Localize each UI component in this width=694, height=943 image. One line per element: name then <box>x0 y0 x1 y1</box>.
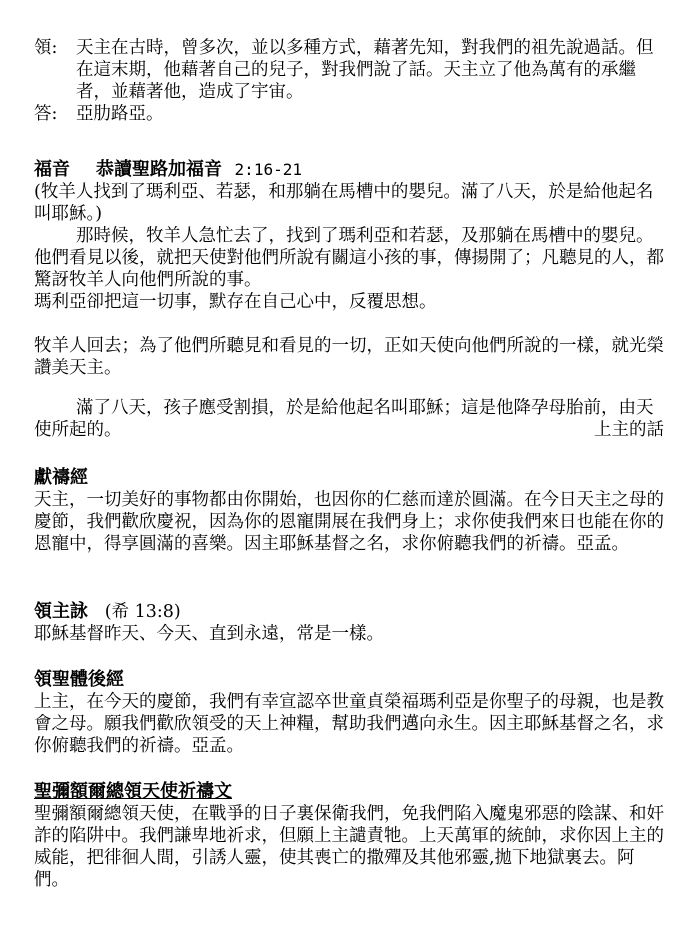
postcommunion-heading: 領聖體後經 <box>34 669 124 690</box>
gospel-label: 福音 <box>34 159 70 180</box>
gospel-continued <box>34 335 664 379</box>
gospel-closing: 上主的話 <box>594 420 664 440</box>
communion-heading-line <box>34 601 664 623</box>
response-verse <box>34 103 664 125</box>
communion-reference: (希 13:8) <box>104 602 181 622</box>
gospel-title: 恭讀聖路加福音 <box>96 159 222 180</box>
leader-verse <box>34 37 664 103</box>
gospel-paragraph-2: 瑪利亞卻把這一切事，默存在自己心中，反覆思想。 <box>34 292 437 312</box>
offertory-text: 天主，一切美好的事物都由你開始，也因你的仁慈而達於圓滿。在今日天主之母的慶節，我們歡欣慶祝，因為你的恩寵開展在我們身上；求你使我們來日也能在你的恩寵中，得享圓滿的喜樂。因主耶穌基督之名，求你俯聽我們的祈禱。亞孟。 <box>34 490 664 554</box>
gospel-summary: (牧羊人找到了瑪利亞、若瑟，和那躺在馬槽中的嬰兒。滿了八天，於是給他起名叫耶穌。) <box>34 182 654 224</box>
offertory-section <box>34 467 664 555</box>
communion-heading: 領主詠 <box>34 601 88 622</box>
gospel-paragraph-1: 那時候，牧羊人急忙去了，找到了瑪利亞和若瑟，及那躺在馬槽中的嬰兒。他們看見以後，就把天使對他們所說有關這小孩的事，傳揚開了；凡聽見的人，都驚訝牧羊人向他們所說的事。 <box>34 226 664 290</box>
gospel-reference: 2:16-21 <box>234 160 302 179</box>
gospel-paragraph-4: 滿了八天，孩子應受割損，於是給他起名叫耶穌；這是他降孕母胎前，由天使所起的。 <box>34 398 654 440</box>
postcommunion-text: 上主，在今天的慶節，我們有幸宣認卒世童貞榮福瑪利亞是你聖子的母親，也是教會之母。願我們歡欣領受的天上神糧，幫助我們邁向永生。因主耶穌基督之名，求你俯聽我們的祈禱。亞孟。 <box>34 692 664 756</box>
communion-text: 耶穌基督昨天、今天、直到永遠，常是一樣。 <box>34 624 384 644</box>
response-text: 亞肋路亞。 <box>76 104 164 124</box>
response-label: 答: <box>34 104 58 124</box>
leader-label: 領: <box>34 38 58 58</box>
offertory-heading: 獻禱經 <box>34 467 88 488</box>
gospel-acclamation <box>34 37 664 125</box>
gospel-section <box>34 159 664 313</box>
st-michael-text: 聖彌額爾總領天使，在戰爭的日子裏保衛我們，免我們陷入魔鬼邪惡的陰謀、和奸詐的陷阱中。我們謙卑地祈求，但願上主譴責牠。上天萬軍的統帥，求你因上主的威能，把徘徊人間，引誘人靈，使其喪亡的撒殫及其他邪靈,拋下地獄裏去。阿們。 <box>34 804 664 890</box>
leader-text: 天主在古時，曾多次，並以多種方式，藉著先知，對我們的祖先說過話。但在這末期，他藉著自己的兒子，對我們說了話。天主立了他為萬有的承繼者，並藉著他，造成了宇宙。 <box>76 38 654 102</box>
gospel-heading <box>34 159 664 181</box>
postcommunion-section <box>34 669 664 757</box>
st-michael-heading: 聖彌額爾總領天使祈禱文 <box>34 781 232 802</box>
st-michael-section <box>34 781 664 891</box>
gospel-paragraph-3: 牧羊人回去；為了他們所聽見和看見的一切，正如天使向他們所說的一樣，就光榮讚美天主。 <box>34 336 664 378</box>
communion-section <box>34 601 664 645</box>
gospel-closing-line <box>34 419 664 441</box>
